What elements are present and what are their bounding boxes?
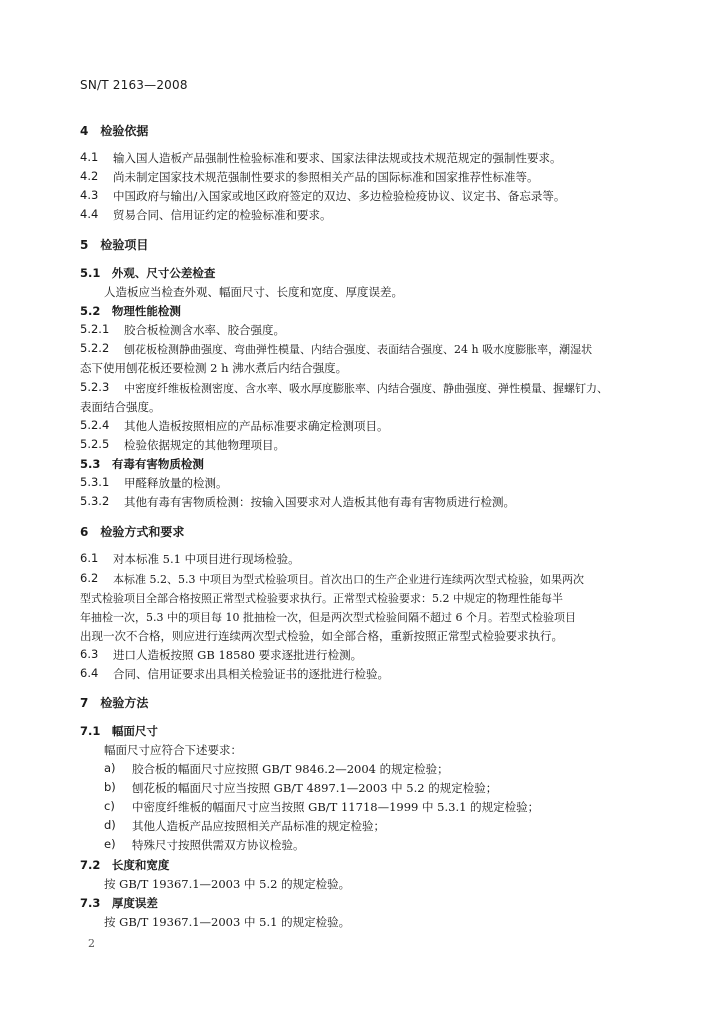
item-text: 中国政府与输出/入国家或地区政府签定的双边、多边检验检疫协议、议定书、备忘录等。	[113, 189, 566, 203]
item-text: 检验依据规定的其他物理项目。	[124, 438, 285, 452]
list-item: 中密度纤维板的幅面尺寸应当按照 GB/T 11718—1999 中 5.3.1 的规定检验；	[132, 800, 540, 814]
item-number: 4.3	[80, 188, 99, 202]
section-5-heading: 5 检验项目	[80, 238, 149, 252]
subsection-7-2-heading: 7.2 长度和宽度	[80, 858, 170, 872]
page-number: 2	[88, 937, 95, 950]
subsection-7-1-heading: 7.1 幅面尺寸	[80, 724, 158, 738]
item-text: 其他人造板按照相应的产品标准要求确定检测项目。	[124, 419, 389, 433]
item-number: 6.1	[80, 551, 99, 565]
item-text: 刨花板检测静曲强度、弯曲弹性模量、内结合强度、表面结合强度、24 h 吸水度膨胀率，潮湿状	[124, 343, 593, 356]
list-item: 其他人造板产品应按照相关产品标准的规定检验；	[132, 819, 385, 833]
item-text: 输入国人造板产品强制性检验标准和要求、国家法律法规或技术规范规定的强制性要求。	[113, 151, 562, 165]
item-text-continued: 态下使用刨花板还要检测 2 h 沸水煮后内结合强度。	[80, 361, 348, 375]
item-text: 贸易合同、信用证约定的检验标准和要求。	[113, 208, 332, 222]
document-id: SN/T 2163—2008	[80, 78, 188, 92]
item-number: 6.2	[80, 571, 99, 585]
item-text: 其他有毒有害物质检测：按输入国要求对人造板其他有毒有害物质进行检测。	[124, 495, 515, 509]
section-7-heading: 7 检验方法	[80, 696, 149, 710]
item-text: 进口人造板按照 GB 18580 要求逐批进行检测。	[113, 648, 363, 662]
paragraph: 幅面尺寸应符合下述要求：	[104, 743, 242, 757]
list-label: b)	[104, 780, 116, 794]
item-text: 中密度纤维板检测密度、含水率、吸水厚度膨胀率、内结合强度、静曲强度、弹性模量、握螺钉力、	[124, 382, 608, 395]
item-number: 5.3.1	[80, 475, 110, 489]
subsection-5-1-heading: 5.1 外观、尺寸公差检查	[80, 266, 216, 280]
list-item: 特殊尺寸按照供需双方协议检验。	[132, 838, 305, 852]
paragraph: 按 GB/T 19367.1—2003 中 5.1 的规定检验。	[104, 915, 351, 929]
paragraph: 按 GB/T 19367.1—2003 中 5.2 的规定检验。	[104, 877, 351, 891]
item-text: 尚未制定国家技术规范强制性要求的参照相关产品的国际标准和国家推荐性标准等。	[113, 170, 539, 184]
item-text-continued: 出现一次不合格，则应进行连续两次型式检验，如全部合格，重新按照正常型式检验要求执行。	[80, 629, 563, 643]
section-4-heading: 4 检验依据	[80, 124, 149, 138]
list-label: a)	[104, 761, 116, 775]
item-text-continued: 表面结合强度。	[80, 400, 161, 414]
item-text: 本标准 5.2、5.3 中项目为型式检验项目。首次出口的生产企业进行连续两次型式检验，如果两次	[113, 573, 584, 586]
item-number: 5.2.5	[80, 437, 110, 451]
item-text: 甲醛释放量的检测。	[124, 476, 228, 490]
list-item: 胶合板的幅面尺寸应按照 GB/T 9846.2—2004 的规定检验；	[132, 762, 449, 776]
item-number: 4.4	[80, 207, 99, 221]
item-text-continued: 型式检验项目全部合格按照正常型式检验要求执行。正常型式检验要求：5.2 中规定的物理性能每半	[80, 592, 563, 605]
item-number: 5.2.2	[80, 341, 110, 355]
item-number: 4.2	[80, 169, 99, 183]
subsection-5-3-heading: 5.3 有毒有害物质检测	[80, 457, 204, 471]
item-number: 5.2.4	[80, 418, 110, 432]
item-number: 4.1	[80, 150, 99, 164]
item-number: 6.4	[80, 666, 99, 680]
item-text: 合同、信用证要求出具相关检验证书的逐批进行检验。	[113, 667, 389, 681]
item-text-continued: 年抽检一次，5.3 中的项目每 10 批抽检一次，但是两次型式检验间隔不超过 6 个月。若型式检验项目	[80, 611, 576, 624]
paragraph: 人造板应当检查外观、幅面尺寸、长度和宽度、厚度误差。	[104, 285, 403, 299]
item-text: 胶合板检测含水率、胶合强度。	[124, 323, 285, 337]
item-number: 6.3	[80, 647, 99, 661]
item-number: 5.3.2	[80, 494, 110, 508]
subsection-7-3-heading: 7.3 厚度误差	[80, 896, 158, 910]
item-number: 5.2.1	[80, 322, 110, 336]
item-number: 5.2.3	[80, 380, 110, 394]
list-label: d)	[104, 818, 116, 832]
section-6-heading: 6 检验方式和要求	[80, 525, 185, 539]
list-label: c)	[104, 799, 115, 813]
list-item: 刨花板的幅面尺寸应当按照 GB/T 4897.1—2003 中 5.2 的规定检验；	[132, 781, 498, 795]
subsection-5-2-heading: 5.2 物理性能检测	[80, 304, 181, 318]
list-label: e)	[104, 837, 116, 851]
item-text: 对本标准 5.1 中项目进行现场检验。	[113, 552, 300, 566]
